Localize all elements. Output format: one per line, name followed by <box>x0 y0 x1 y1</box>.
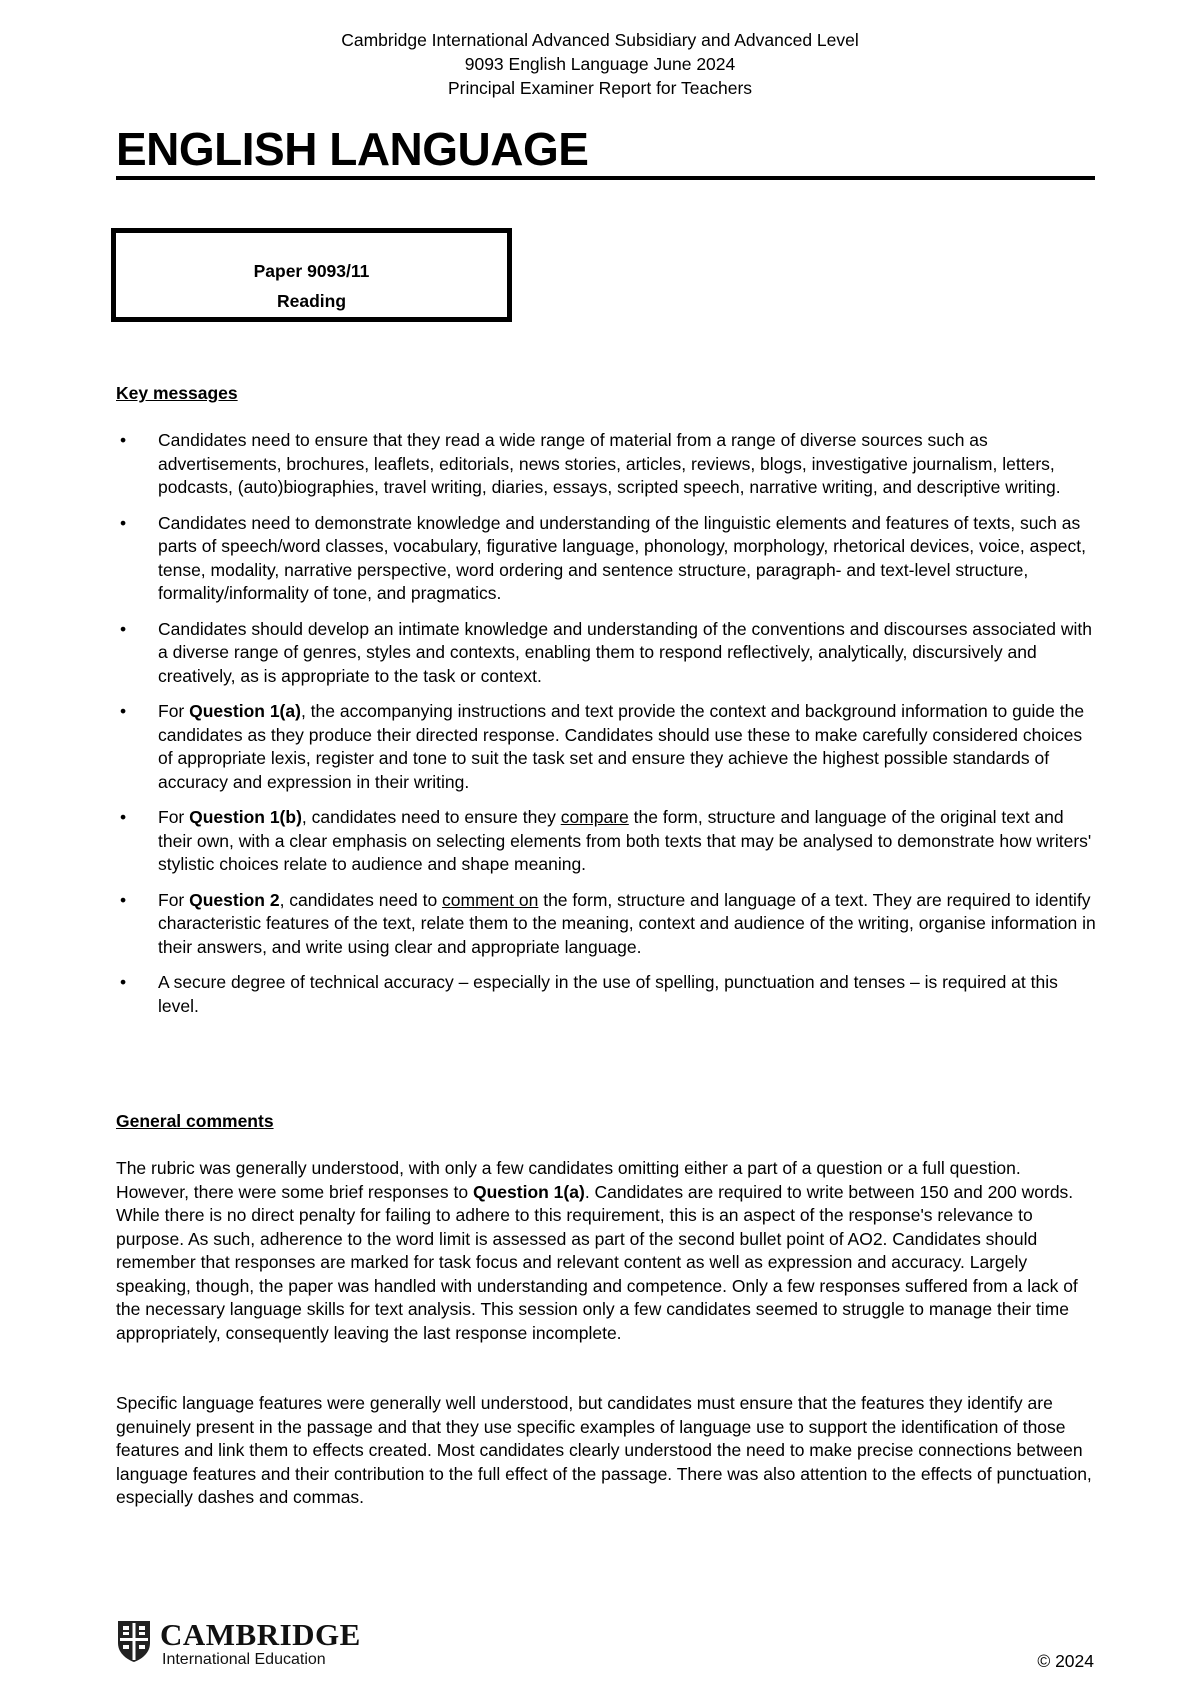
paper-info-box <box>111 228 512 322</box>
header-syllabus: 9093 English Language June 2024 <box>464 54 736 74</box>
cambridge-logo <box>116 1619 376 1671</box>
question-reference: Question 1(a) <box>472 1181 585 1202</box>
bullet-text-prefix: For <box>158 701 190 721</box>
report-header <box>0 28 1200 100</box>
question-reference: Question 1(b) <box>189 807 302 827</box>
list-item <box>116 618 1096 689</box>
bullet-icon: • <box>120 430 127 450</box>
list-item <box>116 512 1096 606</box>
general-comments-heading: General comments <box>116 1111 274 1131</box>
copyright-notice: © 2024 <box>1037 1651 1094 1671</box>
key-messages-heading: Key messages <box>116 383 238 403</box>
bullet-text-prefix: For <box>158 807 190 827</box>
general-comments-paragraph <box>116 1157 1096 1345</box>
list-item <box>116 700 1096 794</box>
list-item <box>116 889 1096 960</box>
logo-subtitle: International Education <box>162 1651 326 1668</box>
bullet-text: Candidates should develop an intimate knowledge and understanding of the conventions and discourses associated with a diverse range of genres, styles and contexts, enabling them to respond reflectively, analytically, discursively and creatively, as is appropriate to the task or context. <box>158 618 1092 686</box>
emphasis-term: compare <box>560 807 629 827</box>
header-report-type: Principal Examiner Report for Teachers <box>447 78 753 98</box>
bullet-text: A secure degree of technical accuracy – especially in the use of spelling, punctuation and tenses – is required at this level. <box>158 972 1058 1016</box>
key-messages-list <box>116 429 1096 1030</box>
header-qualification: Cambridge International Advanced Subsidiary and Advanced Level <box>341 30 859 50</box>
paragraph-text: The rubric was generally understood, with only a few candidates omitting either a part of a question or a full question. However, there were some brief responses to <box>116 1158 1021 1202</box>
bullet-text: , candidates need to <box>279 889 443 910</box>
paper-component: Reading <box>276 291 347 311</box>
bullet-text: the form, structure and language of the original text and their own, with a clear emphasis on selecting elements from both texts that may be analysed to demonstrate how writers' stylistic choices relate to audience and shape meaning. <box>158 807 1092 874</box>
document-title: ENGLISH LANGUAGE <box>116 123 589 175</box>
bullet-text: , the accompanying instructions and text provide the context and background information to guide the candidates as they produce their directed response. Candidates should use these to make carefully considered choices of appropriate lexis, register and tone to suit the task set and ensure they achieve the highest possible standards of accuracy and expression in their writing. <box>158 701 1085 792</box>
title-underline-rule <box>116 176 1095 180</box>
paper-number: Paper 9093/11 <box>253 261 370 281</box>
logo-wordmark: CAMBRIDGE <box>160 1617 361 1652</box>
list-item <box>116 429 1096 500</box>
list-item <box>116 806 1096 877</box>
bullet-text: , candidates need to ensure they <box>301 807 561 827</box>
bullet-text-prefix: For <box>158 889 190 910</box>
bullet-icon: • <box>120 512 127 533</box>
bullet-text: Candidates need to ensure that they read a wide range of material from a range of diverse sources such as advertisements, brochures, leaflets, editorials, news stories, articles, reviews, blogs, investigative journalism, letters, podcasts, (auto)biographies, travel writing, diaries, essays, scripted speech, narrative writing, and descriptive writing. <box>158 430 1061 497</box>
bullet-icon: • <box>120 807 127 827</box>
question-reference: Question 2 <box>189 889 280 910</box>
bullet-icon: • <box>120 972 127 992</box>
emphasis-term: comment on <box>442 889 539 910</box>
bullet-text: the form, structure and language of a text. They are required to identify characteristic features of the text, relate them to the meaning, context and audience of the writing, organise information in their answers, and write using clear and appropriate language. <box>158 889 1096 957</box>
general-comments-paragraph: Specific language features were generally well understood, but candidates must ensure that the features they identify are genuinely present in the passage and that they use specific examples of language use to support the identification of those features and link them to effects created. Most candidates clearly understood the need to make precise connections between language features and their contribution to the full effect of the passage. There was also attention to the effects of punctuation, especially dashes and commas. <box>116 1393 1092 1507</box>
cambridge-shield-icon <box>116 1619 152 1663</box>
question-reference: Question 1(a) <box>189 701 301 721</box>
paragraph-text: . Candidates are required to write between 150 and 200 words. While there is no direct penalty for failing to adhere to this requirement, this is an aspect of the response's relevance to purpose. As such, adherence to the word limit is assessed as part of the second bullet point of AO2. Candidates should remember that responses are marked for task focus and relevant content as well as expression and accuracy. Largely speaking, though, the paper was handled with understanding and competence. Only a few responses suffered from a lack of the necessary language skills for text analysis. This session only a few candidates seemed to struggle to manage their time appropriately, consequently leaving the last response incomplete. <box>116 1181 1078 1343</box>
bullet-icon: • <box>120 701 127 721</box>
bullet-icon: • <box>120 618 127 639</box>
list-item <box>116 971 1096 1018</box>
bullet-text: Candidates need to demonstrate knowledge and understanding of the linguistic elements and features of texts, such as parts of speech/word classes, vocabulary, figurative language, phonology, morphology, rhetorical devices, voice, aspect, tense, modality, narrative perspective, word ordering and sentence structure, paragraph- and text-level structure, formality/informality of tone, and pragmatics. <box>158 512 1087 603</box>
bullet-icon: • <box>120 889 127 910</box>
